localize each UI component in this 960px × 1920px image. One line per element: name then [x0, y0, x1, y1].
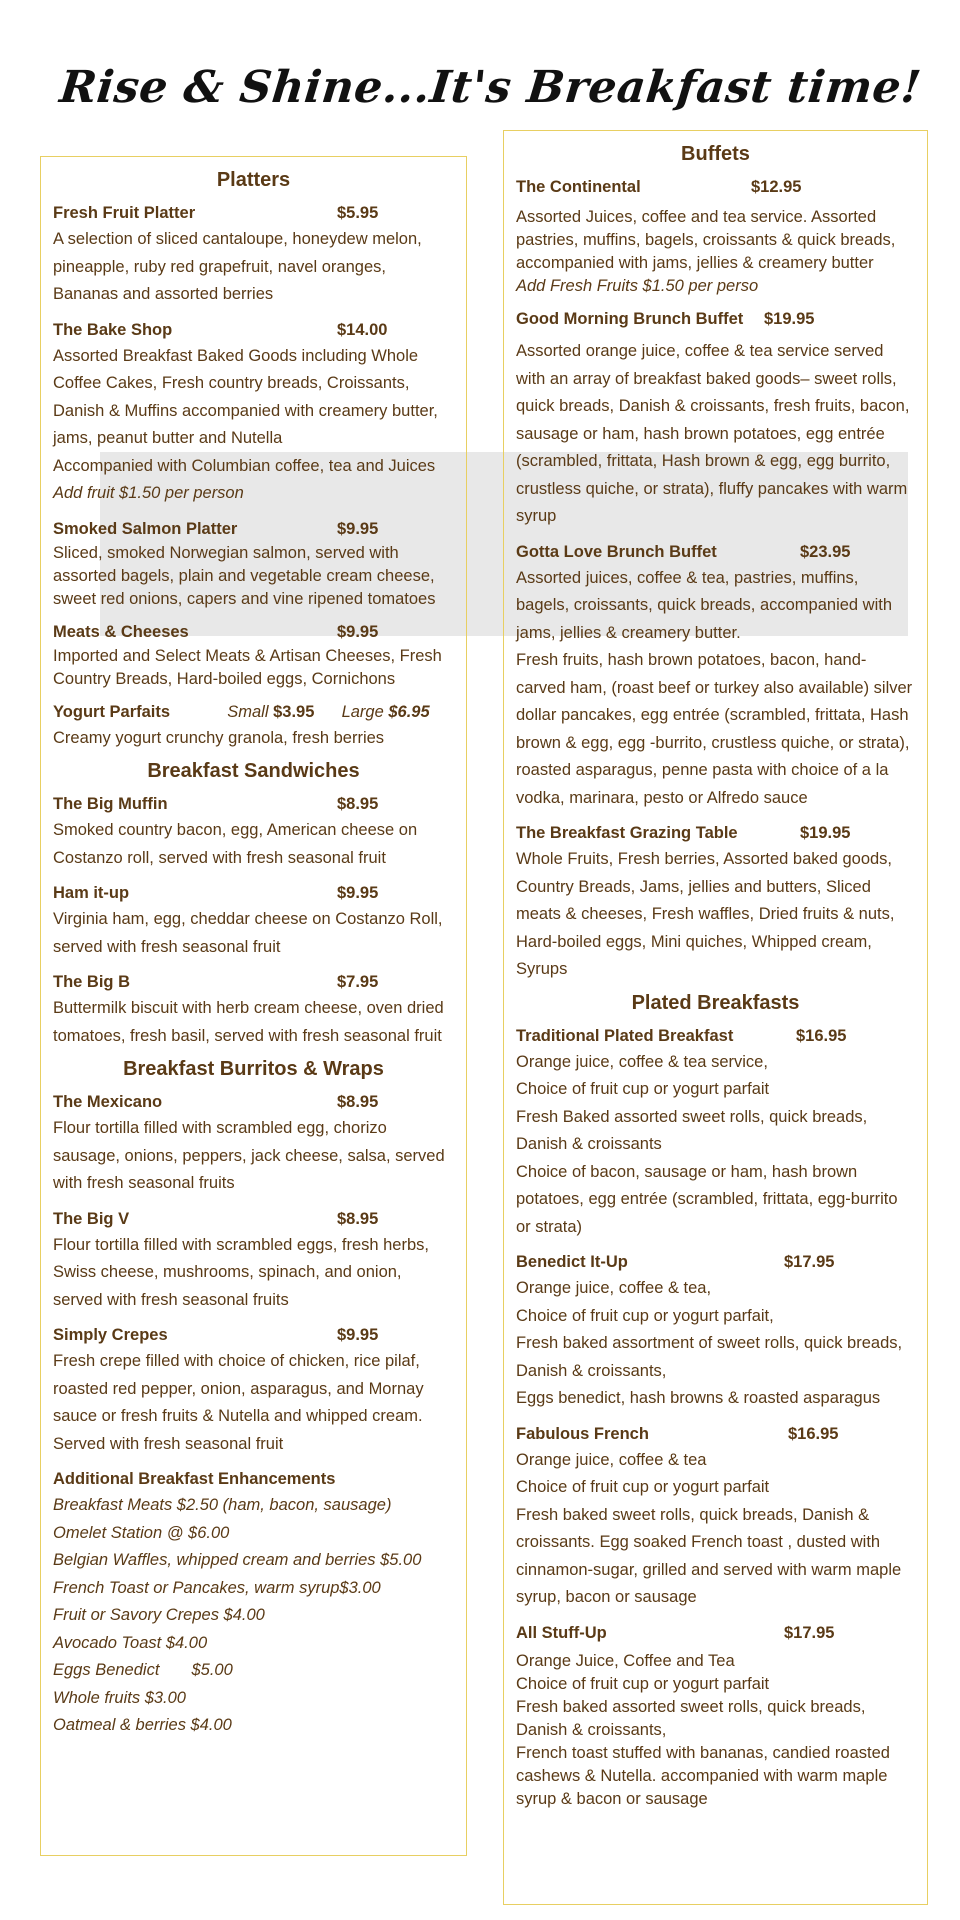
item-line: Fresh baked assortment of sweet rolls, quick breads, Danish & croissants, — [516, 1334, 903, 1380]
item-description: Fresh crepe filled with choice of chicken, rice pilaf, roasted red pepper, onion, asparagus, and Mornay sauce or fresh fruits & Nutella and whipped cream. Served with fresh seasonal fruit — [53, 1352, 424, 1453]
item-name: Benedict It-Up — [516, 1253, 628, 1271]
item-price: $23.95 — [800, 542, 851, 561]
item-price: $7.95 — [337, 973, 379, 991]
item-price: $9.95 — [337, 884, 379, 902]
item-name: All Stuff-Up — [516, 1623, 607, 1642]
menu-item-yogurt-parfaits — [53, 699, 454, 753]
item-line: Fresh Baked assorted sweet rolls, quick breads, Danish & croissants — [516, 1107, 868, 1153]
section-heading-platters: Platters — [216, 169, 291, 191]
left-menu-column — [40, 156, 467, 1856]
item-name: Traditional Plated Breakfast — [516, 1026, 734, 1045]
item-name: The Bake Shop — [53, 320, 173, 339]
item-name: Ham it-up — [53, 884, 130, 902]
menu-item-ham-it-up — [53, 880, 454, 961]
item-price: $5.95 — [337, 204, 379, 222]
enhancement-item: Oatmeal & berries $4.00 — [53, 1716, 232, 1734]
item-description: Flour tortilla filled with scrambled egg, chorizo sausage, onions, peppers, jack cheese, salsa, served with fresh seasonal fruits — [53, 1119, 445, 1192]
item-description: A selection of sliced cantaloupe, honeydew melon, pineapple, ruby red grapefruit, navel oranges, Bananas and assorted berries — [53, 230, 422, 303]
enhancement-item: Whole fruits $3.00 — [53, 1688, 186, 1707]
item-name: Simply Crepes — [53, 1326, 168, 1344]
menu-item-fresh-fruit-platter — [53, 200, 454, 309]
item-price: $8.95 — [337, 1093, 379, 1111]
menu-item-traditional-plated — [516, 1023, 915, 1242]
item-price: $8.95 — [337, 795, 379, 813]
item-name: Gotta Love Brunch Buffet — [516, 542, 717, 561]
item-name: The Big B — [53, 973, 130, 991]
item-line: Choice of bacon, sausage or ham, hash brown potatoes, egg entrée (scrambled, frittata, egg-burrito or strata) — [516, 1162, 898, 1236]
item-name: The Mexicano — [53, 1093, 163, 1111]
item-price: $17.95 — [784, 1253, 835, 1271]
small-size-label: Small — [227, 702, 269, 721]
item-line: Choice of fruit cup or yogurt parfait — [516, 1674, 770, 1693]
item-price: $9.95 — [337, 519, 379, 538]
item-description: Assorted Breakfast Baked Goods including Whole Coffee Cakes, Fresh country breads, Croissants, Danish & Muffins accompanied with creamery butter, jams, peanut butter and Nutella — [53, 346, 438, 447]
item-description: Whole Fruits, Fresh berries, Assorted baked goods, Country Breads, Jams, jellies and butters, Sliced meats & cheeses, Fresh waffles, Dried fruits & nuts, Hard-boiled eggs, Mini quiches, Whipped cream, Syrups — [516, 850, 895, 978]
large-size-label: Large — [341, 702, 384, 721]
item-line: Fresh baked assorted sweet rolls, quick breads, Danish & croissants, — [516, 1697, 866, 1739]
item-name: The Continental — [516, 178, 641, 196]
item-price: $19.95 — [800, 824, 851, 842]
enhancement-item: Avocado Toast $4.00 — [53, 1633, 208, 1652]
item-line: Choice of fruit cup or yogurt parfait — [516, 1080, 770, 1098]
item-line: Orange juice, coffee & tea, — [516, 1279, 712, 1297]
item-name: Fresh Fruit Platter — [53, 204, 196, 222]
item-description: Creamy yogurt crunchy granola, fresh berries — [53, 728, 385, 747]
item-line: Choice of fruit cup or yogurt parfait, — [516, 1306, 774, 1325]
menu-item-mexicano — [53, 1089, 454, 1198]
section-heading-burritos: Breakfast Burritos & Wraps — [123, 1058, 384, 1080]
enhancements-heading: Additional Breakfast Enhancements — [53, 1470, 336, 1488]
item-price: $9.95 — [337, 622, 379, 641]
menu-item-all-stuff-up — [516, 1620, 915, 1811]
enhancement-item: Omelet Station @ $6.00 — [53, 1523, 230, 1542]
item-name: The Big Muffin — [53, 795, 168, 813]
item-description: Flour tortilla filled with scrambled eggs, fresh herbs, Swiss cheese, mushrooms, spinach, and onion, served with fresh seasonal fruits — [53, 1235, 429, 1309]
item-description: Imported and Select Meats & Artisan Cheeses, Fresh Country Breads, Hard-boiled eggs, Cornichons — [53, 646, 442, 688]
enhancement-item: French Toast or Pancakes, warm syrup$3.00 — [53, 1578, 381, 1597]
item-line: French toast stuffed with bananas, candied roasted cashews & Nutella. accompanied with warm maple syrup & bacon or sausage — [516, 1743, 890, 1808]
menu-item-good-morning-buffet — [516, 306, 915, 531]
enhancement-item: Fruit or Savory Crepes $4.00 — [53, 1606, 265, 1624]
item-name: Smoked Salmon Platter — [53, 519, 238, 538]
item-line: Orange Juice, Coffee and Tea — [516, 1651, 735, 1670]
item-name: The Big V — [53, 1209, 130, 1228]
item-line: Eggs benedict, hash browns & roasted asparagus — [516, 1389, 881, 1407]
item-price: $12.95 — [751, 178, 802, 196]
menu-item-fabulous-french — [516, 1421, 915, 1612]
menu-item-big-v — [53, 1206, 454, 1315]
item-description-extra: Fresh fruits, hash brown potatoes, bacon, hand-carved ham, (roast beef or turkey also available) silver dollar pancakes, egg entrée (scrambled, frittata, Hash brown & egg, egg -burrito, crustless quiche, or strata), roasted asparagus, penne pasta with choice of a la vodka, marinara, pesto or Alfredo sauce — [516, 651, 913, 807]
menu-title: Rise & Shine...It's Breakfast time! — [57, 62, 924, 113]
menu-item-big-b — [53, 969, 454, 1050]
item-description: Assorted juices, coffee & tea, pastries, muffins, bagels, croissants, quick breads, accompanied with jams, jellies & creamery butter. — [516, 568, 893, 642]
section-heading-sandwiches: Breakfast Sandwiches — [147, 760, 360, 782]
item-price: $19.95 — [764, 310, 815, 328]
menu-item-big-muffin — [53, 791, 454, 872]
item-description: Assorted Juices, coffee and tea service. Assorted pastries, muffins, bagels, croissants & quick breads, accompanied with jams, jellies & creamery butter — [516, 208, 896, 272]
menu-item-bake-shop — [53, 317, 454, 508]
item-description: Sliced, smoked Norwegian salmon, served with assorted bagels, plain and vegetable cream cheese, sweet red onions, capers and vine ripened tomatoes — [53, 543, 436, 608]
item-name: Good Morning Brunch Buffet — [516, 310, 744, 328]
item-note: Add fruit $1.50 per person — [53, 484, 244, 502]
menu-item-simply-crepes — [53, 1322, 454, 1458]
item-description: Assorted orange juice, coffee & tea service served with an array of breakfast baked goods– sweet rolls, quick breads, Danish & croissants, fresh fruits, bacon, sausage or ham, hash brown potatoes, egg entrée (scrambled, frittata, Hash brown & egg, egg burrito, crustless quiche, or strata), fluffy pancakes with warm syrup — [516, 342, 910, 525]
item-description: Virginia ham, egg, cheddar cheese on Costanzo Roll, served with fresh seasonal fruit — [53, 910, 443, 956]
item-name: Fabulous French — [516, 1424, 649, 1443]
item-note: Add Fresh Fruits $1.50 per perso — [516, 277, 759, 295]
menu-item-continental — [516, 174, 915, 298]
item-description: Smoked country bacon, egg, American cheese on Costanzo roll, served with fresh seasonal fruit — [53, 821, 418, 867]
item-name: Meats & Cheeses — [53, 622, 189, 641]
menu-item-gotta-love-buffet — [516, 539, 915, 813]
item-description: Buttermilk biscuit with herb cream cheese, oven dried tomatoes, fresh basil, served with fresh seasonal fruit — [53, 999, 444, 1045]
item-line: Fresh baked sweet rolls, quick breads, Danish & croissants. Egg soaked French toast , dusted with cinnamon-sugar, grilled and served with warm maple syrup, bacon or sausage — [516, 1505, 902, 1606]
item-description-extra: Accompanied with Columbian coffee, tea and Juices — [53, 456, 436, 475]
menu-item-smoked-salmon — [53, 516, 454, 611]
section-heading-buffets: Buffets — [681, 143, 750, 165]
menu-item-meats-cheeses — [53, 619, 454, 691]
small-size-price: $3.95 — [273, 702, 315, 721]
item-price: $8.95 — [337, 1209, 379, 1228]
item-price: $16.95 — [788, 1424, 839, 1443]
enhancement-item: Breakfast Meats $2.50 (ham, bacon, sausage) — [53, 1496, 392, 1514]
item-line: Orange juice, coffee & tea service, — [516, 1052, 768, 1071]
item-line: Orange juice, coffee & tea — [516, 1450, 707, 1469]
section-heading-plated: Plated Breakfasts — [631, 991, 800, 1014]
large-size-price: $6.95 — [388, 702, 430, 721]
menu-item-grazing-table — [516, 820, 915, 984]
item-price: $14.00 — [337, 320, 388, 339]
enhancement-item: Belgian Waffles, whipped cream and berries $5.00 — [53, 1551, 422, 1569]
item-line: Choice of fruit cup or yogurt parfait — [516, 1478, 770, 1496]
item-price: $9.95 — [337, 1326, 379, 1344]
item-name: The Breakfast Grazing Table — [516, 824, 738, 842]
item-name: Yogurt Parfaits — [53, 702, 171, 721]
menu-item-benedict-it-up — [516, 1249, 915, 1413]
right-menu-column — [503, 130, 928, 1905]
item-price: $16.95 — [796, 1026, 847, 1045]
item-price: $17.95 — [784, 1623, 835, 1642]
enhancement-item: Eggs Benedict $5.00 — [53, 1661, 233, 1679]
enhancements-list — [53, 1466, 454, 1740]
